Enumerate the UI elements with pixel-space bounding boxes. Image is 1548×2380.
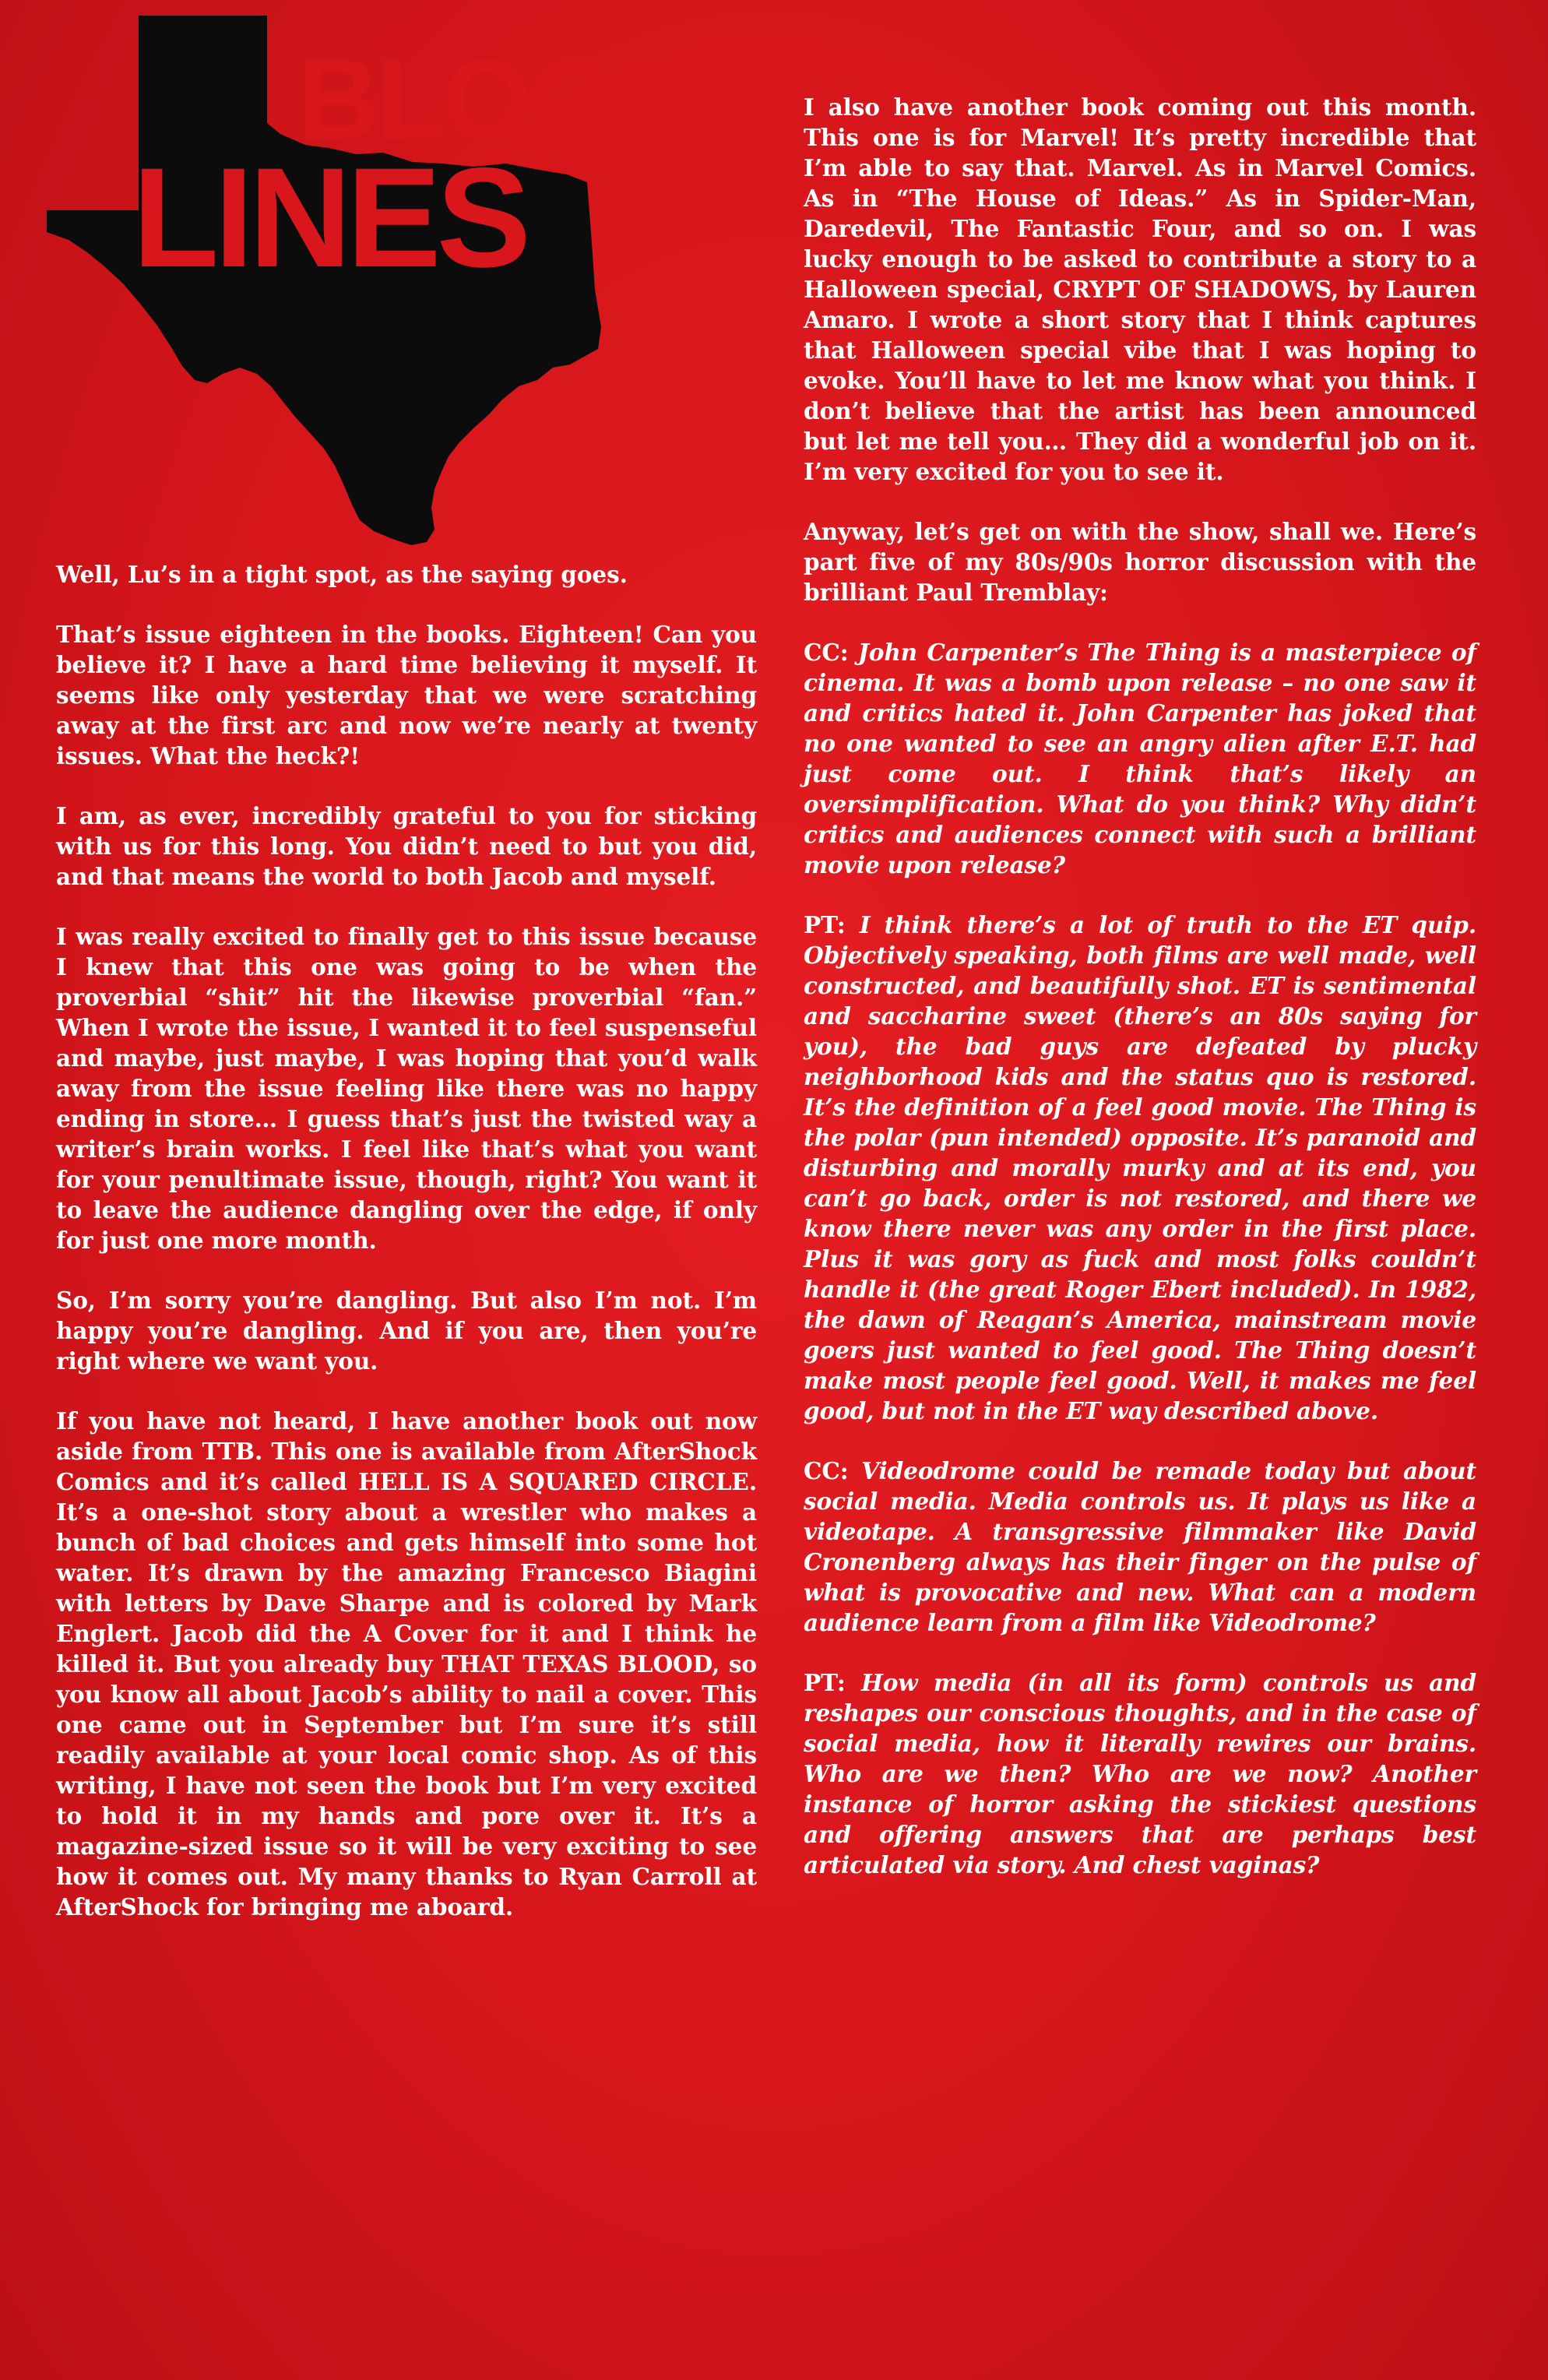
speaker-label: PT: <box>804 911 846 938</box>
interview-entry <box>804 910 1476 1426</box>
logo-line-2: LINES <box>132 138 526 297</box>
left-paragraph: I was really excited to finally get to this issue because I knew that this one was going to be when the proverbial “shit” hit the likewise proverbial “fan.” When I wrote the issue, I wanted it to feel suspenseful and maybe, just maybe, I was hoping that you’d walk away from the issue feeling like there was no happy ending in store… I guess that’s just the twisted way a writer’s brain works. I feel like that’s what you want for your penultimate issue, though, right? You want it to leave the audience dangling over the edge, if only for just one more month. <box>56 923 757 1254</box>
interview-entry <box>804 1667 1476 1880</box>
speaker-label: CC: <box>804 1457 849 1484</box>
speaker-label: PT: <box>804 1669 846 1696</box>
interview-text: Videodrome could be remade today but about social media. Media controls us. It plays us like a videotape. A transgressive filmmaker like David Cronenberg always has their finger on the pulse of what is provocative and new. What can a modern audience learn from a film like Videodrome? <box>804 1457 1477 1636</box>
interview-entry <box>804 637 1476 880</box>
left-paragraph: Well, Lu’s in a tight spot, as the saying goes. <box>56 561 628 588</box>
speaker-label: CC: <box>804 639 849 666</box>
interview-text: John Carpenter’s The Thing is a masterpiece of cinema. It was a bomb upon release – no one saw it and critics hated it. John Carpenter has joked that no one wanted to see an angry alien after E.T. had just come out. I think that’s likely an oversimplification. What do you think? Why didn’t critics and audiences connect with such a brilliant movie upon release? <box>804 639 1476 878</box>
left-paragraph: That’s issue eighteen in the books. Eighteen! Can you believe it? I have a hard time believing it myself. It seems like only yesterday that we were scratching away at the first arc and now we’re nearly at twenty issues. What the heck?! <box>56 621 757 769</box>
blood-lines-logo <box>47 16 693 553</box>
left-column <box>56 559 757 1952</box>
logo-line-1: BLOOD <box>297 36 693 163</box>
texas-silhouette-icon <box>47 16 693 553</box>
left-paragraph: I am, as ever, incredibly grateful to you for sticking with us for this long. You didn’t need to but you did, and that means the world to both Jacob and myself. <box>56 802 757 890</box>
left-paragraph: If you have not heard, I have another book out now aside from TTB. This one is available from AfterShock Comics and it’s called HELL IS A SQUARED CIRCLE. It’s a one-shot story about a wrestler who makes a bunch of bad choices and gets himself into some hot water. It’s drawn by the amazing Francesco Biagini with letters by Dave Sharpe and is colored by Mark Englert. Jacob did the A Cover for it and I think he killed it. But you already buy THAT TEXAS BLOOD, so you know all about Jacob’s ability to nail a cover. This one came out in September but I’m sure it’s still readily available at your local comic shop. As of this writing, I have not seen the book but I’m very excited to hold it in my hands and pore over it. It’s a magazine-sized issue so it will be very exciting to see how it comes out. My many thanks to Ryan Carroll at AfterShock for bringing me aboard. <box>56 1407 757 1921</box>
right-paragraph: I also have another book coming out this month. This one is for Marvel! It’s pretty incredible that I’m able to say that. Marvel. As in Marvel Comics. As in “The House of Ideas.” As in Spider-Man, Daredevil, The Fantastic Four, and so on. I was lucky enough to be asked to contribute a story to a Halloween special, CRYPT OF SHADOWS, by Lauren Amaro. I wrote a short story that I think captures that Halloween special vibe that I was hoping to evoke. You’ll have to let me know what you think. I don’t believe that the artist has been announced but let me tell you… They did a wonderful job on it. I’m very excited for you to see it. <box>804 93 1476 485</box>
right-paragraph: Anyway, let’s get on with the show, shall we. Here’s part five of my 80s/90s horror discussion with the brilliant Paul Tremblay: <box>804 518 1476 606</box>
left-paragraph: So, I’m sorry you’re dangling. But also I’m not. I’m happy you’re dangling. And if you are, then you’re right where we want you. <box>56 1287 757 1375</box>
interview-text: I think there’s a lot of truth to the ET quip. Objectively speaking, both films are well made, well constructed, and beautifully shot. ET is sentimental and saccharine sweet (there’s an 80s saying for you), the bad guys are defeated by plucky neighborhood kids and the status quo is restored. It’s the definition of a feel good movie. The Thing is the polar (pun intended) opposite. It’s paranoid and disturbing and morally murky and at its end, you can’t go back, order is not restored, and there we know there never was any order in the first place. Plus it was gory as fuck and most folks couldn’t handle it (the great Roger Ebert included). In 1982, the dawn of Reagan’s America, mainstream movie goers just wanted to feel good. The Thing doesn’t make most people feel good. Well, it makes me feel good, but not in the ET way described above. <box>804 911 1476 1424</box>
interview-text: How media (in all its form) controls us and reshapes our conscious thoughts, and in the case of social media, how it literally rewires our brains. Who are we then? Who are we now? Another instance of horror asking the stickiest questions and offering answers that are perhaps best articulated via story. And chest vaginas? <box>804 1669 1477 1878</box>
interview-entry <box>804 1456 1476 1638</box>
right-column <box>804 92 1476 1910</box>
